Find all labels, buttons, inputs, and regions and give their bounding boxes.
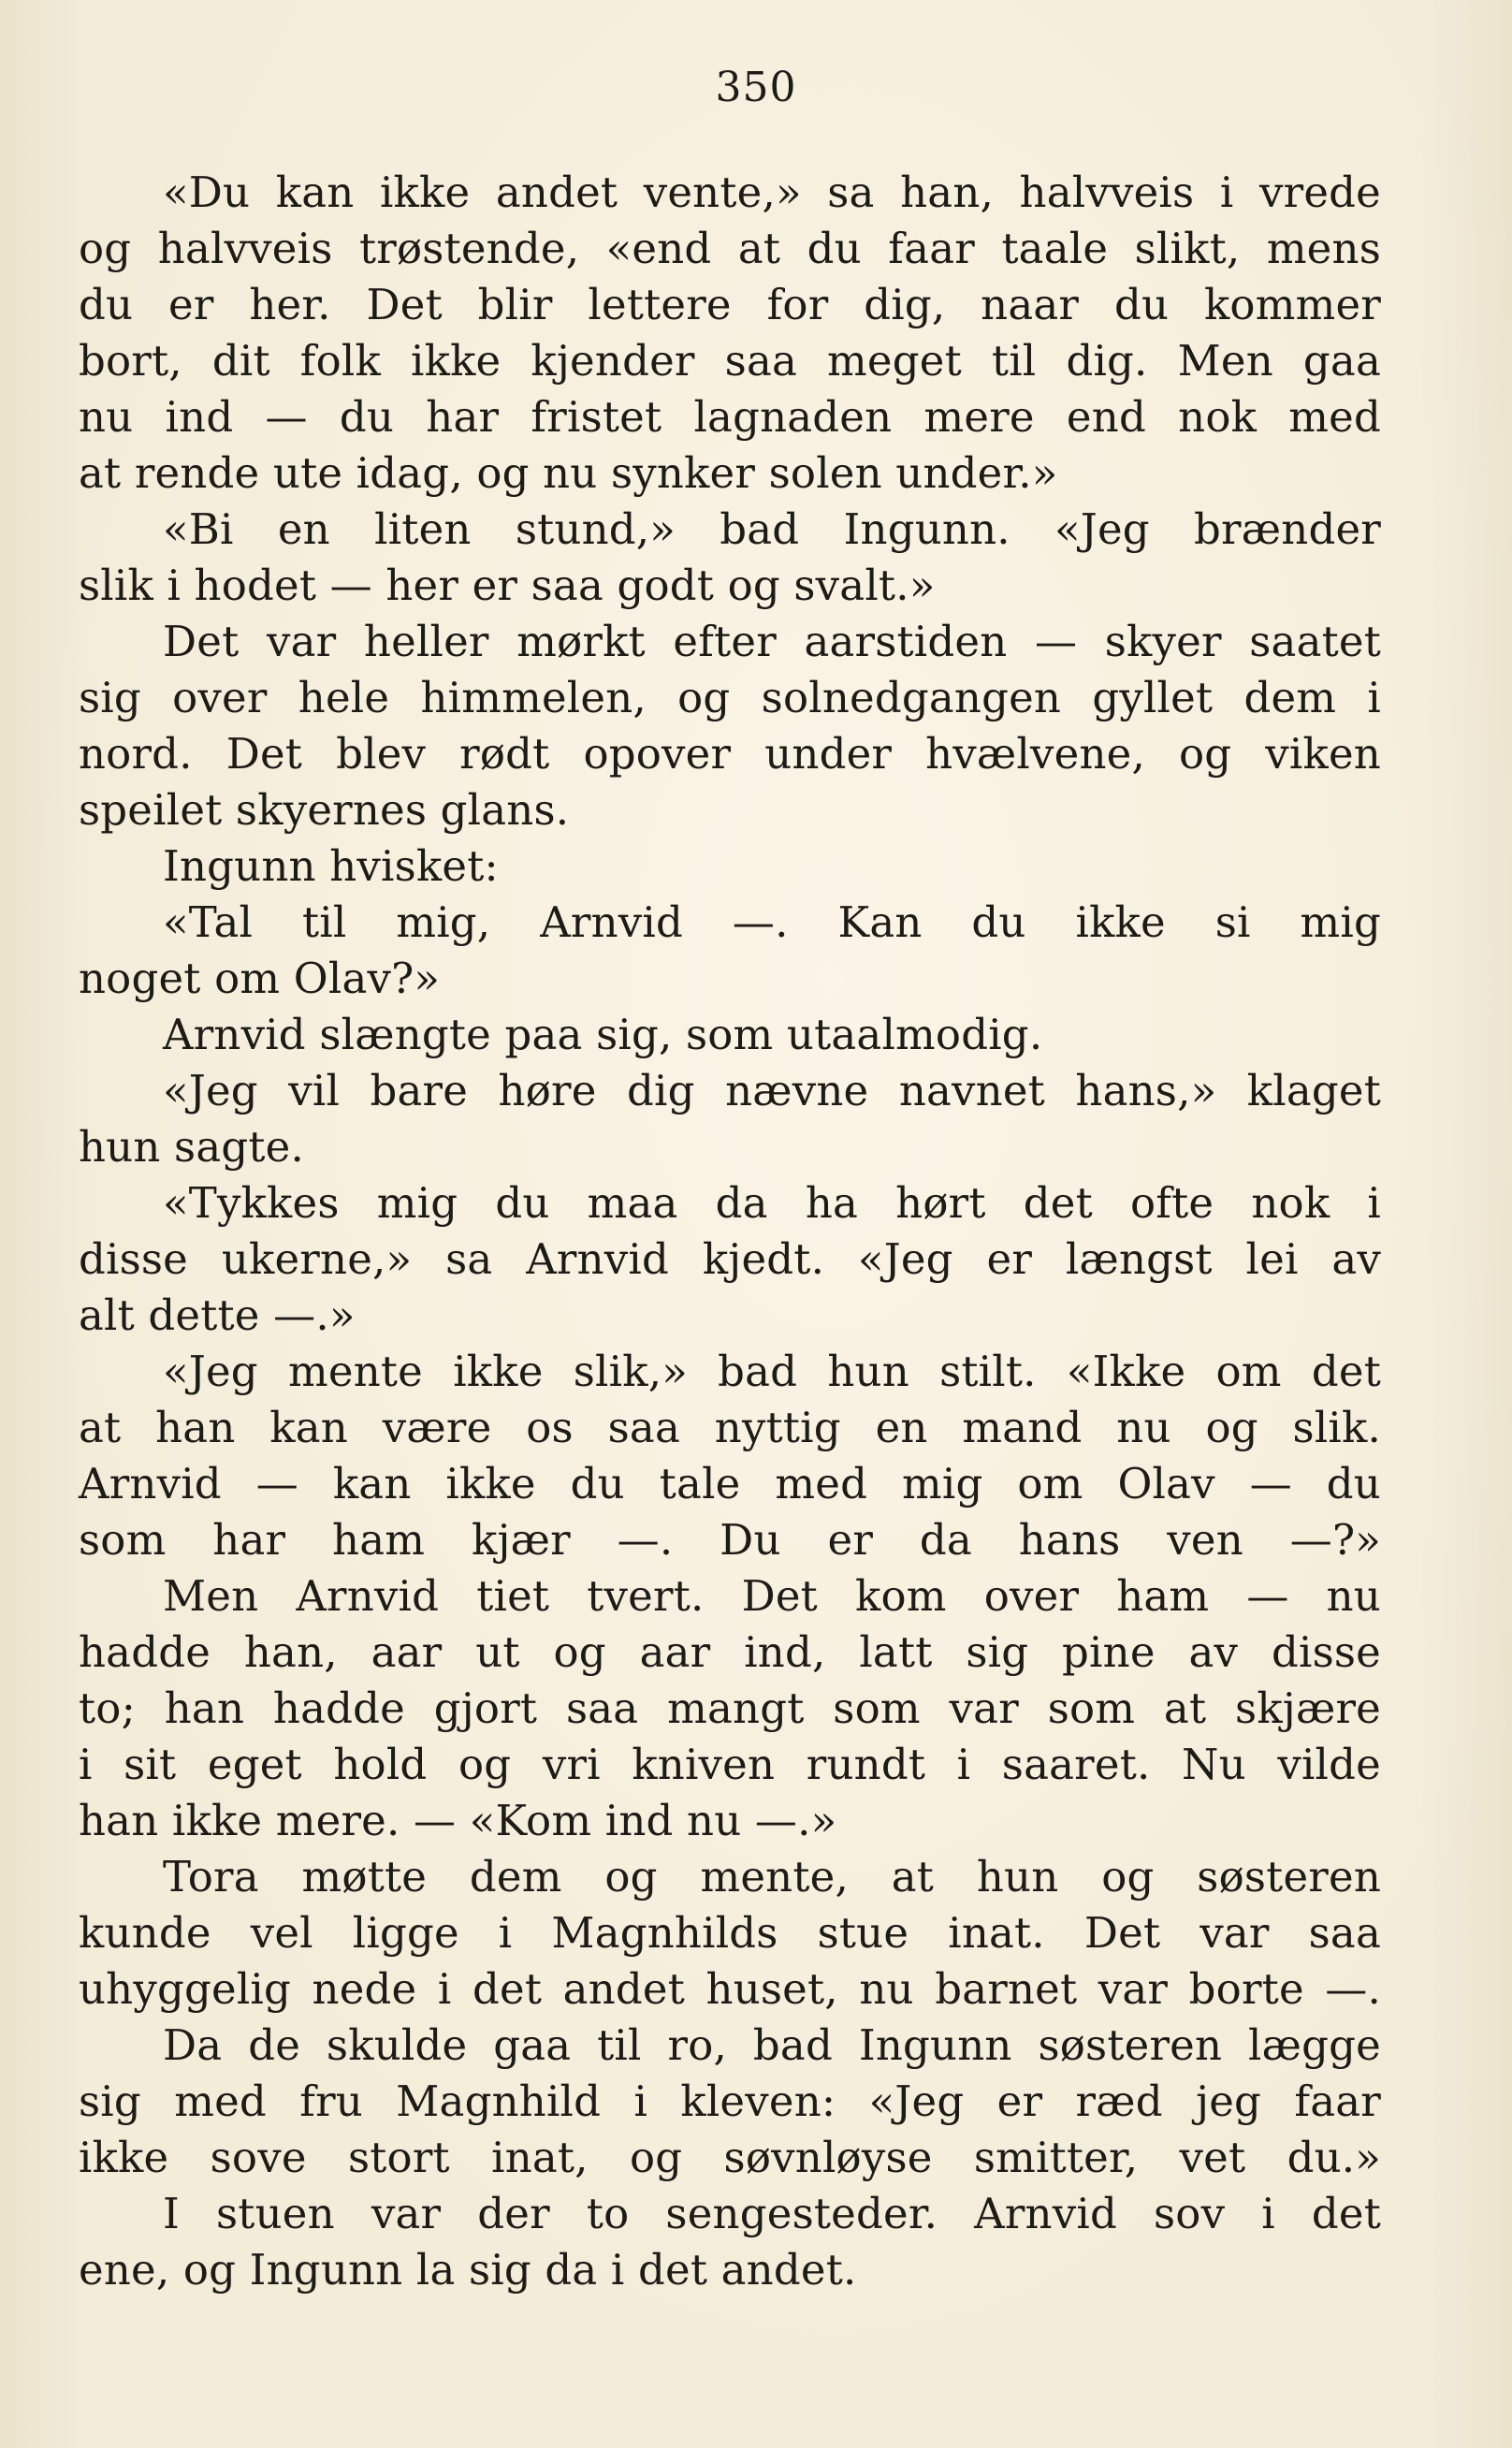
page-number: 350 — [715, 64, 797, 111]
text-line: alt dette —.» — [79, 1290, 356, 1340]
text-line: bort, dit folk ikke kjender saa meget til dig. Men gaa — [79, 336, 1381, 386]
text-line: nord. Det blev rødt opover under hvælvene, og viken — [79, 729, 1381, 779]
text-line: to; han hadde gjort saa mangt som var som at skjære — [79, 1683, 1381, 1733]
text-line: Arnvid — kan ikke du tale med mig om Olav — du — [79, 1459, 1381, 1508]
text-line: at han kan være os saa nyttig en mand nu og slik. — [79, 1403, 1381, 1452]
text-line: hun sagte. — [79, 1122, 304, 1172]
text-line: Tora møtte dem og mente, at hun og søsteren — [163, 1852, 1381, 1902]
text-line: «Jeg mente ikke slik,» bad hun stilt. «Ikke om det — [163, 1347, 1381, 1396]
text-line: sig over hele himmelen, og solnedgangen gyllet dem i — [79, 673, 1381, 722]
text-line: som har ham kjær —. Du er da hans ven —?» — [79, 1515, 1381, 1565]
text-line: «Jeg vil bare høre dig nævne navnet hans,» klaget — [163, 1066, 1381, 1115]
text-line: hadde han, aar ut og aar ind, latt sig pine av disse — [79, 1627, 1381, 1677]
text-line: Det var heller mørkt efter aarstiden — skyer saatet — [163, 617, 1381, 666]
body-text — [79, 165, 1381, 2298]
text-line: slik i hodet — her er saa godt og svalt.» — [79, 561, 936, 610]
text-line: at rende ute idag, og nu synker solen under.» — [79, 448, 1058, 498]
text-line: speilet skyernes glans. — [79, 785, 570, 835]
text-line: I stuen var der to sengesteder. Arnvid sov i det — [163, 2189, 1381, 2238]
text-line: i sit eget hold og vri kniven rundt i saaret. Nu vilde — [79, 1740, 1381, 1789]
text-line: Men Arnvid tiet tvert. Det kom over ham — nu — [163, 1571, 1381, 1621]
text-line: ikke sove stort inat, og søvnløyse smitter, vet du.» — [79, 2133, 1381, 2182]
text-line: sig med fru Magnhild i kleven: «Jeg er ræd jeg faar — [79, 2076, 1381, 2126]
text-line: nu ind — du har fristet lagnaden mere end nok med — [79, 392, 1381, 442]
text-line: «Tykkes mig du maa da ha hørt det ofte nok i — [163, 1178, 1381, 1228]
text-line: «Du kan ikke andet vente,» sa han, halvveis i vrede — [163, 168, 1381, 217]
text-line: noget om Olav?» — [79, 954, 441, 1003]
text-line: Arnvid slængte paa sig, som utaalmodig. — [163, 1010, 1043, 1059]
text-line: uhyggelig nede i det andet huset, nu barnet var borte —. — [79, 1964, 1381, 2014]
text-line: «Tal til mig, Arnvid —. Kan du ikke si mig — [163, 897, 1381, 947]
text-line: Da de skulde gaa til ro, bad Ingunn søsteren lægge — [163, 2020, 1381, 2070]
text-line: disse ukerne,» sa Arnvid kjedt. «Jeg er længst lei av — [79, 1234, 1381, 1284]
text-line: kunde vel ligge i Magnhilds stue inat. Det var saa — [79, 1908, 1381, 1958]
text-line: han ikke mere. — «Kom ind nu —.» — [79, 1796, 837, 1845]
text-line: «Bi en liten stund,» bad Ingunn. «Jeg brænder — [163, 504, 1381, 554]
text-line: og halvveis trøstende, «end at du faar taale slikt, mens — [79, 224, 1381, 273]
text-line: du er her. Det blir lettere for dig, naar du kommer — [79, 280, 1381, 329]
text-line: ene, og Ingunn la sig da i det andet. — [79, 2245, 857, 2295]
text-line: Ingunn hvisket: — [163, 841, 499, 891]
